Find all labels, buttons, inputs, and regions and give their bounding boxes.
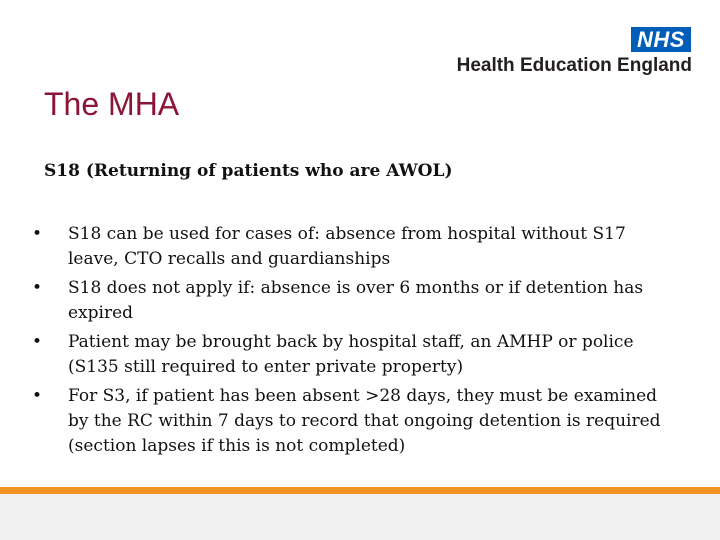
bullet-text: For S3, if patient has been absent >28 days, they must be examined by the RC within 7 days to record that ongoing detention is required (section lapses if this is not completed): [68, 386, 661, 456]
bullet-item: [26, 276, 666, 326]
bullet-text: Patient may be brought back by hospital staff, an AMHP or police (S135 still required to enter private property): [68, 332, 634, 377]
nhs-logo: NHS: [631, 27, 691, 52]
bullet-marker: •: [31, 278, 43, 298]
bullet-item: [26, 222, 666, 272]
bullet-text: S18 does not apply if: absence is over 6 months or if detention has expired: [68, 278, 644, 323]
organisation-name: Health Education England: [456, 55, 692, 76]
footer-accent-bar: [0, 487, 720, 494]
bullet-text: S18 can be used for cases of: absence from hospital without S17 leave, CTO recalls and guardianships: [68, 224, 626, 269]
bullet-list: [26, 222, 666, 463]
bullet-item: [26, 330, 666, 380]
slide-title: The MHA: [44, 86, 180, 122]
bullet-marker: •: [31, 332, 43, 352]
bullet-marker: •: [31, 224, 43, 244]
slide-subheading: S18 (Returning of patients who are AWOL): [44, 161, 453, 181]
bullet-marker: •: [31, 386, 43, 406]
bullet-item: [26, 384, 666, 459]
footer-panel: [0, 494, 720, 540]
